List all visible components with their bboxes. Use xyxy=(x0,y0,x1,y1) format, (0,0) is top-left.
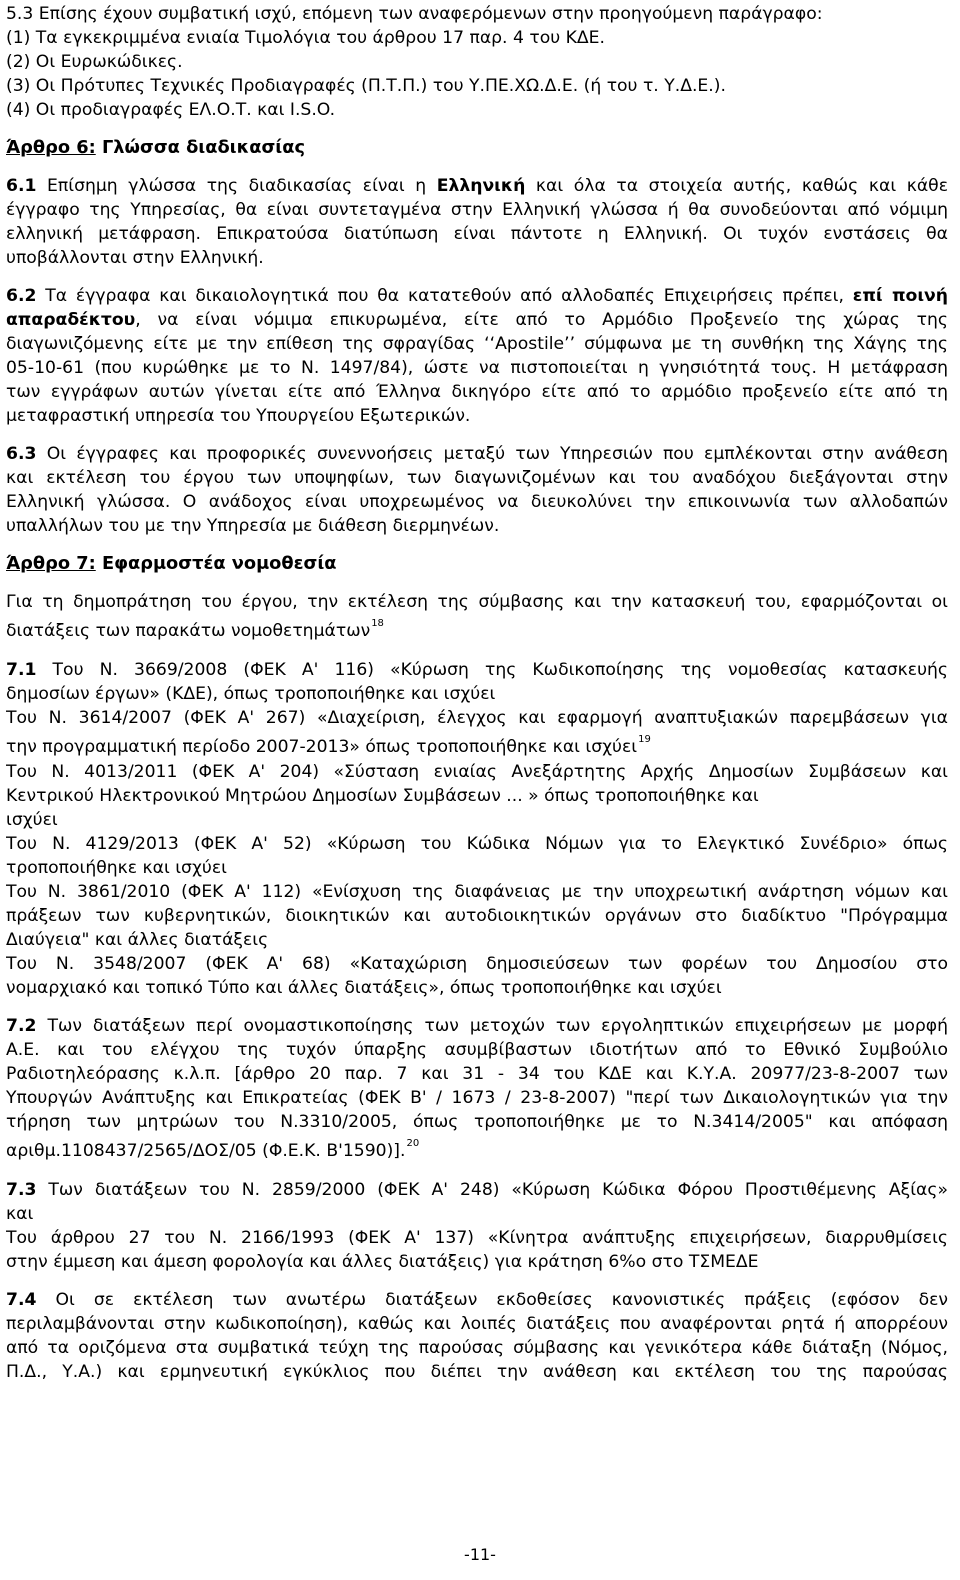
text-span: Ελληνική xyxy=(436,176,526,196)
document-page xyxy=(6,2,948,1384)
paragraph-number: 7.3 xyxy=(6,1180,37,1200)
footnote-ref: 20 xyxy=(406,1138,420,1149)
text-span: Τα έγγραφα και δικαιολογητικά που θα κατατεθούν από αλλοδαπές Επιχειρήσεις πρέπει, xyxy=(36,286,853,306)
text-line: Ελληνική γλώσσα. Ο ανάδοχος είναι υποχρεωμένος να διευκολύνει την επικοινωνία των αλλοδαπών xyxy=(6,492,948,512)
text-line: στην έμμεση και άμεση φορολογία και άλλες διατάξεις) για κράτηση 6%ο στο ΤΣΜΕΔΕ xyxy=(6,1252,759,1272)
paragraph-number: 6.1 xyxy=(6,176,37,196)
text-line: από τα οριζόμενα στα συμβατικά τεύχη της παρούσας σύμβασης και γενικότερα κάθε διάταξη (Νόμος, xyxy=(6,1338,948,1358)
text-line: (1) Τα εγκεκριμμένα ενιαία Τιμολόγια του άρθρου 17 παρ. 4 του ΚΔΕ. xyxy=(6,28,606,48)
text-line: δημοσίων έργων» (ΚΔΕ), όπως τροποποιήθηκε και ισχύει xyxy=(6,684,496,704)
article-title: Εφαρμοστέα νομοθεσία xyxy=(101,553,337,574)
text-span: Των διατάξεων περί ονομαστικοποίησης των μετοχών των εργοληπτικών επιχειρήσεων με μορφή xyxy=(36,1016,948,1036)
text-line: Υπουργών Ανάπτυξης και Επικρατείας (ΦΕΚ Β' / 1673 / 23-8-2007) "περί των Δικαιολογητικών για την xyxy=(6,1088,948,1108)
article-6-heading xyxy=(6,136,948,160)
text-line: πράξεων των κυβερνητικών, διοικητικών και αυτοδιοικητικών οργάνων στο διαδίκτυο "Πρόγραμμα xyxy=(6,906,948,926)
text-span: Οι έγγραφες και προφορικές συνεννοήσεις μεταξύ των Υπηρεσιών που εμπλέκονται στην ανάθεση xyxy=(36,444,948,464)
text-line: Του Ν. 3614/2007 (ΦΕΚ Α' 267) «Διαχείριση, έλεγχος και εφαρμογή αναπτυξιακών παρεμβάσεων για xyxy=(6,708,948,728)
text-span: Επίσημη γλώσσα της διαδικασίας είναι η xyxy=(36,176,437,196)
text-span: απαραδέκτου xyxy=(6,310,136,330)
text-line: (4) Οι προδιαγραφές ΕΛ.Ο.Τ. και I.S.O. xyxy=(6,100,336,120)
text-line: διαγωνιζόμενης είτε με την επίθεση της σφραγίδας ‘‘Apostile’’ σύμφωνα με τη συνθήκη της Χάγης της xyxy=(6,334,948,354)
text-span: Οι σε εκτέλεση των ανωτέρω διατάξεων εκδοθείσες κανονιστικές πράξεις (εφόσον δεν xyxy=(36,1290,948,1310)
text-line: ελληνική μετάφραση. Επικρατούσα διατύπωση είναι πάντοτε η Ελληνική. Οι τυχόν ενστάσεις θα xyxy=(6,224,948,244)
page-number: -11- xyxy=(464,1545,496,1564)
text-span: και όλα τα στοιχεία αυτής, καθώς και κάθε xyxy=(525,176,948,196)
text-span: , να είναι νόμιμα επικυρωμένα, είτε από το Αρμόδιο Προξενείο της χώρας της xyxy=(135,310,948,330)
footnote-ref: 19 xyxy=(638,734,651,745)
paragraph-7-2 xyxy=(6,1014,948,1164)
text-line: (2) Οι Ευρωκώδικες. xyxy=(6,52,183,72)
text-line: τήρηση των μητρώων του Ν.3310/2005, όπως τροποποιήθηκε με το Ν.3414/2005" και απόφαση xyxy=(6,1112,948,1132)
text-line: Π.Δ., Υ.Α.) και ερμηνευτική εγκύκλιος που διέπει την ανάθεση και εκτέλεση του της παρούσας xyxy=(6,1362,948,1382)
text-line: τροποποιήθηκε και ισχύει xyxy=(6,858,227,878)
text-line: μεταφραστική υπηρεσία του Υπουργείου Εξωτερικών. xyxy=(6,406,471,426)
text-line: Α.Ε. και του ελέγχου της τυχόν ύπαρξης ασυμβίβαστων ιδιοτήτων από το Εθνικό Συμβούλιο xyxy=(6,1040,948,1060)
text-line: και εκτέλεση του έργου των υποψηφίων, των διαγωνιζομένων και του αναδόχου διεξάγονται στην xyxy=(6,468,948,488)
section-5-3 xyxy=(6,2,948,122)
article-title: Γλώσσα διαδικασίας xyxy=(101,137,305,158)
text-line: Του Ν. 3548/2007 (ΦΕΚ Α' 68) «Καταχώριση δημοσιεύσεων των φορέων του Δημοσίου στο xyxy=(6,954,948,974)
paragraph-number: 7.1 xyxy=(6,660,37,680)
paragraph-7-4 xyxy=(6,1288,948,1384)
paragraph-6-1 xyxy=(6,174,948,270)
text-line: υποβάλλονται στην Ελληνική. xyxy=(6,248,264,268)
text-line: Διαύγεια" και άλλες διατάξεις xyxy=(6,930,269,950)
article-number: Άρθρο 6: xyxy=(6,137,96,158)
paragraph-number: 6.3 xyxy=(6,444,37,464)
paragraph-number: 6.2 xyxy=(6,286,37,306)
text-line: Για τη δημοπράτηση του έργου, την εκτέλεση της σύμβασης και την κατασκευή του, εφαρμόζονται οι xyxy=(6,592,948,612)
text-line: υπαλλήλων του με την Υπηρεσία με διάθεση διερμηνέων. xyxy=(6,516,500,536)
text-line: και xyxy=(6,1204,34,1224)
text-line: νομαρχιακό και τοπικό Τύπο και άλλες διατάξεις», όπως τροποποιήθηκε και ισχύει xyxy=(6,978,722,998)
text-line: των εγγράφων αυτών γίνεται είτε από Έλληνα δικηγόρο είτε από το αρμόδιο προξενείο είτε από τη xyxy=(6,382,948,402)
text-line: (3) Οι Πρότυπες Τεχνικές Προδιαγραφές (Π.Τ.Π.) του Υ.ΠΕ.ΧΩ.Δ.Ε. (ή του τ. Υ.Δ.Ε.). xyxy=(6,76,726,96)
article-number: Άρθρο 7: xyxy=(6,553,96,574)
text-line: Του άρθρου 27 του Ν. 2166/1993 (ΦΕΚ Α' 137) «Κίνητρα ανάπτυξης επιχειρήσεων, διαρρυθμίσεις xyxy=(6,1228,948,1248)
footnote-ref: 18 xyxy=(371,618,384,629)
text-line: Του Ν. 4129/2013 (ΦΕΚ Α' 52) «Κύρωση του Κώδικα Νόμων για το Ελεγκτικό Συνέδριο» όπως xyxy=(6,834,948,854)
text-span: επί ποινή xyxy=(852,286,948,306)
text-line: 05-10-61 (που κυρώθηκε με το Ν. 1497/84), ώστε να πιστοποιείται η γνησιότητά τους. Η μετάφραση xyxy=(6,358,948,378)
text-line: Του Ν. 4013/2011 (ΦΕΚ Α' 204) «Σύσταση ενιαίας Ανεξάρτητης Αρχής Δημοσίων Συμβάσεων και xyxy=(6,762,948,782)
text-span: Των διατάξεων του Ν. 2859/2000 (ΦΕΚ Α' 248) «Κύρωση Κώδικα Φόρου Προστιθέμενης Αξίας» xyxy=(36,1180,948,1200)
paragraph-6-3 xyxy=(6,442,948,538)
text-span: αριθμ.1108437/2565/ΔΟΣ/05 (Φ.Ε.Κ. Β'1590)]. xyxy=(6,1141,406,1161)
text-line: έγγραφο της Υπηρεσίας, θα είναι συντεταγμένα στην Ελληνική γλώσσα ή θα συνοδεύονται από νόμιμη xyxy=(6,200,948,220)
text-span: την προγραμματική περίοδο 2007-2013» όπως τροποποιήθηκε και ισχύει xyxy=(6,737,638,757)
text-span: Του Ν. 3669/2008 (ΦΕΚ Α' 116) «Κύρωση της Κωδικοποίησης της νομοθεσίας κατασκευής xyxy=(36,660,948,680)
text-line: Του Ν. 3861/2010 (ΦΕΚ Α' 112) «Ενίσχυση της διαφάνειας με την υποχρεωτική ανάρτηση νόμων και xyxy=(6,882,948,902)
text-line: 5.3 Επίσης έχουν συμβατική ισχύ, επόμενη των αναφερόμενων στην προηγούμενη παράγραφο: xyxy=(6,4,823,24)
paragraph-number: 7.4 xyxy=(6,1290,37,1310)
paragraph-number: 7.2 xyxy=(6,1016,37,1036)
text-line: περιλαμβάνονται στην κωδικοποίηση), καθώς και λοιπές διατάξεις που αναφέρονται ρητά ή απορρέουν xyxy=(6,1314,948,1334)
paragraph-7-1 xyxy=(6,658,948,1000)
text-line: Κεντρικού Ηλεκτρονικού Μητρώου Δημοσίων Συμβάσεων ... » όπως τροποποιήθηκε και xyxy=(6,786,759,806)
paragraph-7-3 xyxy=(6,1178,948,1274)
text-span: διατάξεις των παρακάτω νομοθετημάτων xyxy=(6,621,371,641)
paragraph-6-2 xyxy=(6,284,948,428)
article-7-heading xyxy=(6,552,948,576)
text-line: ισχύει xyxy=(6,810,58,830)
text-line: Ραδιοτηλεόρασης κ.λ.π. [άρθρο 20 παρ. 7 και 31 - 34 του ΚΔΕ και Κ.Υ.Α. 20977/23-8-2007 των xyxy=(6,1064,948,1084)
article-7-intro xyxy=(6,590,948,644)
